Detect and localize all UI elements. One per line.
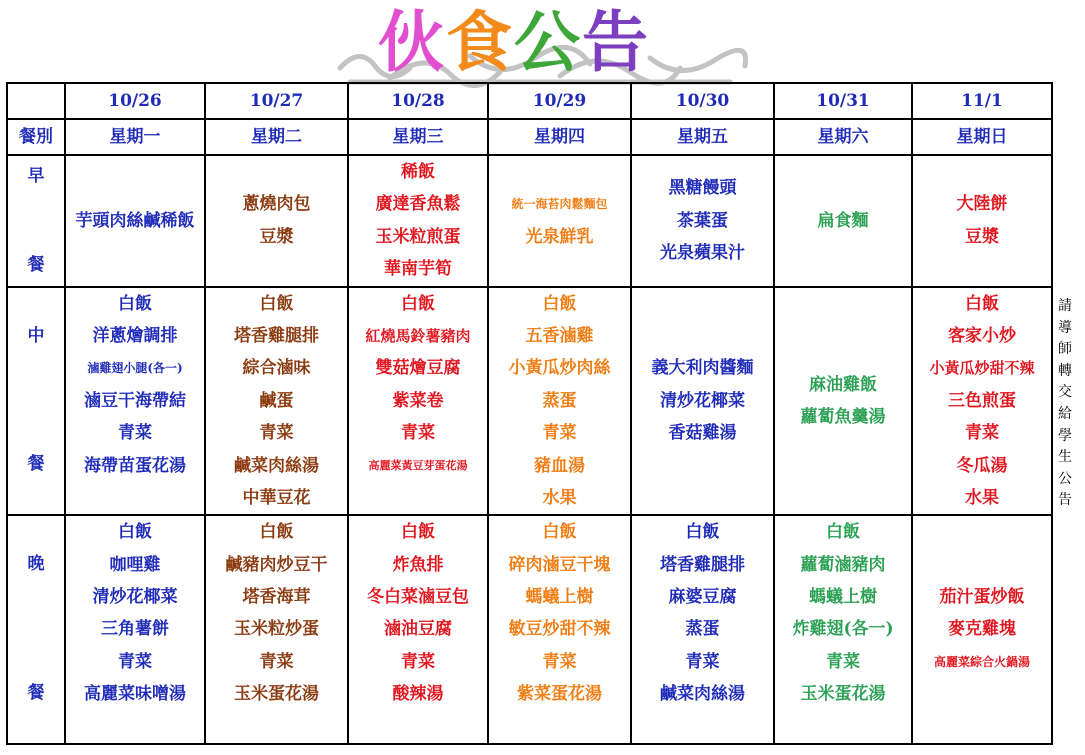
breakfast-label-top: 早 [27,166,45,186]
dish: 炸魚排 [392,554,444,575]
weekday-sun: 星期日 [912,119,1052,155]
dish: 稀飯 [401,162,435,182]
dish: 水果 [542,487,577,508]
weekday-thu: 星期四 [488,119,631,155]
lunch-sun [912,287,1052,516]
dish: 塔香雞腿排 [234,325,319,346]
weekday-mon: 星期一 [65,119,205,155]
dinner-row [7,515,1052,744]
breakfast-sun [912,155,1052,287]
dish: 光泉鮮乳 [525,226,594,247]
breakfast-label [7,155,65,287]
weekday-fri: 星期五 [631,119,774,155]
lunch-tue [205,287,348,516]
dinner-label-bottom: 餐 [27,682,45,703]
lunch-label-bottom: 餐 [27,453,45,474]
dinner-label-top: 晚 [27,554,45,575]
dish-spacer [66,482,204,514]
dish: 水果 [965,487,999,508]
dish: 紫菜蛋花湯 [517,684,602,705]
breakfast-fri [631,155,774,287]
dish: 三角薯餅 [101,619,169,640]
dish: 豆漿 [965,226,999,247]
lunch-wed [348,287,488,516]
dish: 塔香海茸 [242,587,311,608]
dish: 茄汁蛋炒飯 [939,587,1025,608]
title-char-4: 告 [582,3,650,81]
dish: 高麗菜綜合火鍋湯 [933,654,1030,669]
dish: 高麗菜味噌湯 [84,684,186,705]
dish: 廣達香魚鬆 [375,194,461,215]
title-char-3: 公 [514,3,582,81]
dish: 白飯 [401,293,435,314]
date-sun: 11/1 [912,83,1052,119]
date-mon: 10/26 [65,83,205,119]
dish-spacer [489,711,630,743]
dish-spacer [349,482,487,514]
weekday-sat: 星期六 [774,119,912,155]
dish: 黑糖饅頭 [668,178,737,199]
dish: 客家小炒 [948,325,1016,346]
dish: 鹹豬肉炒豆干 [225,554,328,575]
dish: 小黃瓜炒肉絲 [508,358,611,379]
date-row [7,83,1052,119]
dish: 豬血湯 [534,455,585,476]
title-banner [330,0,750,88]
dish: 中華豆花 [242,487,311,508]
dish: 綜合滷味 [242,358,311,379]
dish: 麻油雞飯 [809,374,877,395]
dinner-sun [912,515,1052,744]
dish: 華南芋筍 [384,259,452,280]
dish: 白飯 [542,522,577,543]
dish: 清炒花椰菜 [660,390,745,411]
dish: 螞蟻上樹 [809,587,877,608]
dish: 滷油豆腐 [384,619,452,640]
lunch-label [7,287,65,516]
dish: 玉米粒炒蛋 [234,619,319,640]
dish: 芋頭肉絲鹹稀飯 [75,210,195,231]
breakfast-thu [488,155,631,287]
dish: 蒸蛋 [542,390,577,411]
dish: 青菜 [542,651,577,672]
dish: 咖哩雞 [109,554,161,575]
dish: 洋蔥燴調排 [92,325,178,346]
weekday-row [7,119,1052,155]
breakfast-wed [348,155,488,287]
dish: 白飯 [259,293,294,314]
dish-spacer [66,711,204,743]
dish: 青菜 [118,423,152,444]
dish: 滷雞翅小腿(各一) [87,361,183,376]
dish: 青菜 [826,651,860,672]
dish: 清炒花椰菜 [92,587,178,608]
dish: 統一海苔肉鬆麵包 [511,197,608,212]
dish: 青菜 [401,651,435,672]
dish: 豆漿 [259,226,294,247]
meal-type-header: 餐別 [7,119,65,155]
dinner-label [7,515,65,744]
breakfast-sat [774,155,912,287]
dish: 白飯 [401,522,435,543]
dish: 義大利肉醬麵 [651,358,754,379]
dish-spacer [349,711,487,743]
breakfast-label-bottom: 餐 [27,255,45,276]
dish-spacer [206,711,347,743]
lunch-sat [774,287,912,516]
dish: 青菜 [685,651,720,672]
dish: 炸雞翅(各一) [792,619,894,640]
breakfast-row [7,155,1052,287]
dish: 塔香雞腿排 [660,554,745,575]
lunch-fri [631,287,774,516]
lunch-row [7,287,1052,516]
dish: 青菜 [542,423,577,444]
date-sat: 10/31 [774,83,912,119]
dinner-mon [65,515,205,744]
breakfast-tue [205,155,348,287]
dish-spacer [775,711,911,743]
dish: 玉米粒煎蛋 [375,226,461,247]
dish: 蘿蔔滷豬肉 [800,554,886,575]
dish: 扁食麵 [817,210,869,231]
lunch-mon [65,287,205,516]
dish: 光泉蘋果汁 [660,242,745,263]
dish: 高麗菜黃豆芽蛋花湯 [368,458,468,472]
dish: 大陸餅 [956,194,1008,215]
menu-table [6,82,1053,745]
dinner-fri [631,515,774,744]
lunch-thu [488,287,631,516]
dish: 白飯 [259,522,294,543]
dish: 酸辣湯 [392,684,444,705]
dish: 鹹菜肉絲湯 [234,455,319,476]
date-thu: 10/29 [488,83,631,119]
dish: 紅燒馬鈴薯豬肉 [365,326,471,345]
dish: 五香滷雞 [525,325,594,346]
dinner-tue [205,515,348,744]
lunch-label-top: 中 [27,325,45,346]
side-note [1055,296,1075,512]
title-char-2: 食 [446,3,514,81]
dish: 玉米蛋花湯 [800,684,886,705]
dish: 麻婆豆腐 [668,587,737,608]
dish: 蒸蛋 [685,619,720,640]
dish: 滷豆干海帶結 [84,390,186,411]
breakfast-mon [65,155,205,287]
date-wed: 10/28 [348,83,488,119]
dish: 玉米蛋花湯 [234,684,319,705]
side-note-text: 請 導 師 轉 交 給 學 生 公 告 [1058,298,1072,509]
date-tue: 10/27 [205,83,348,119]
dish: 冬白菜滷豆包 [367,587,469,608]
dish: 青菜 [259,651,294,672]
date-fri: 10/30 [631,83,774,119]
dish: 白飯 [965,293,999,314]
dish: 敏豆炒甜不辣 [508,619,611,640]
dish: 白飯 [826,522,860,543]
dish: 小黃瓜炒甜不辣 [929,359,1035,378]
dish: 白飯 [118,522,152,543]
dish: 茶葉蛋 [677,210,728,231]
dish: 蘿蔔魚羹湯 [800,406,886,427]
dish: 冬瓜湯 [956,455,1008,476]
weekday-wed: 星期三 [348,119,488,155]
page-title [378,2,650,82]
dish: 青菜 [118,651,152,672]
corner-empty [7,83,65,119]
title-char-1: 伙 [378,3,446,81]
dish: 三色煎蛋 [948,390,1016,411]
dish: 青菜 [401,423,435,444]
dish: 鹹蛋 [259,390,294,411]
dish: 青菜 [259,423,294,444]
dinner-sat [774,515,912,744]
dish: 青菜 [965,423,999,444]
weekday-tue: 星期二 [205,119,348,155]
dish: 白飯 [118,293,152,314]
dish: 碎肉滷豆干塊 [508,554,611,575]
dish: 蔥燒肉包 [242,194,311,215]
dinner-wed [348,515,488,744]
dish: 香菇雞湯 [668,423,737,444]
dish: 白飯 [542,293,577,314]
dish-spacer [632,711,773,743]
dish: 鹹菜肉絲湯 [660,684,745,705]
dish: 海帶苗蛋花湯 [84,455,186,476]
dish: 白飯 [685,522,720,543]
dinner-thu [488,515,631,744]
dish: 紫菜卷 [392,390,444,411]
dish: 雙菇燴豆腐 [375,358,461,379]
dish: 螞蟻上樹 [525,587,594,608]
dish: 麥克雞塊 [948,619,1016,640]
